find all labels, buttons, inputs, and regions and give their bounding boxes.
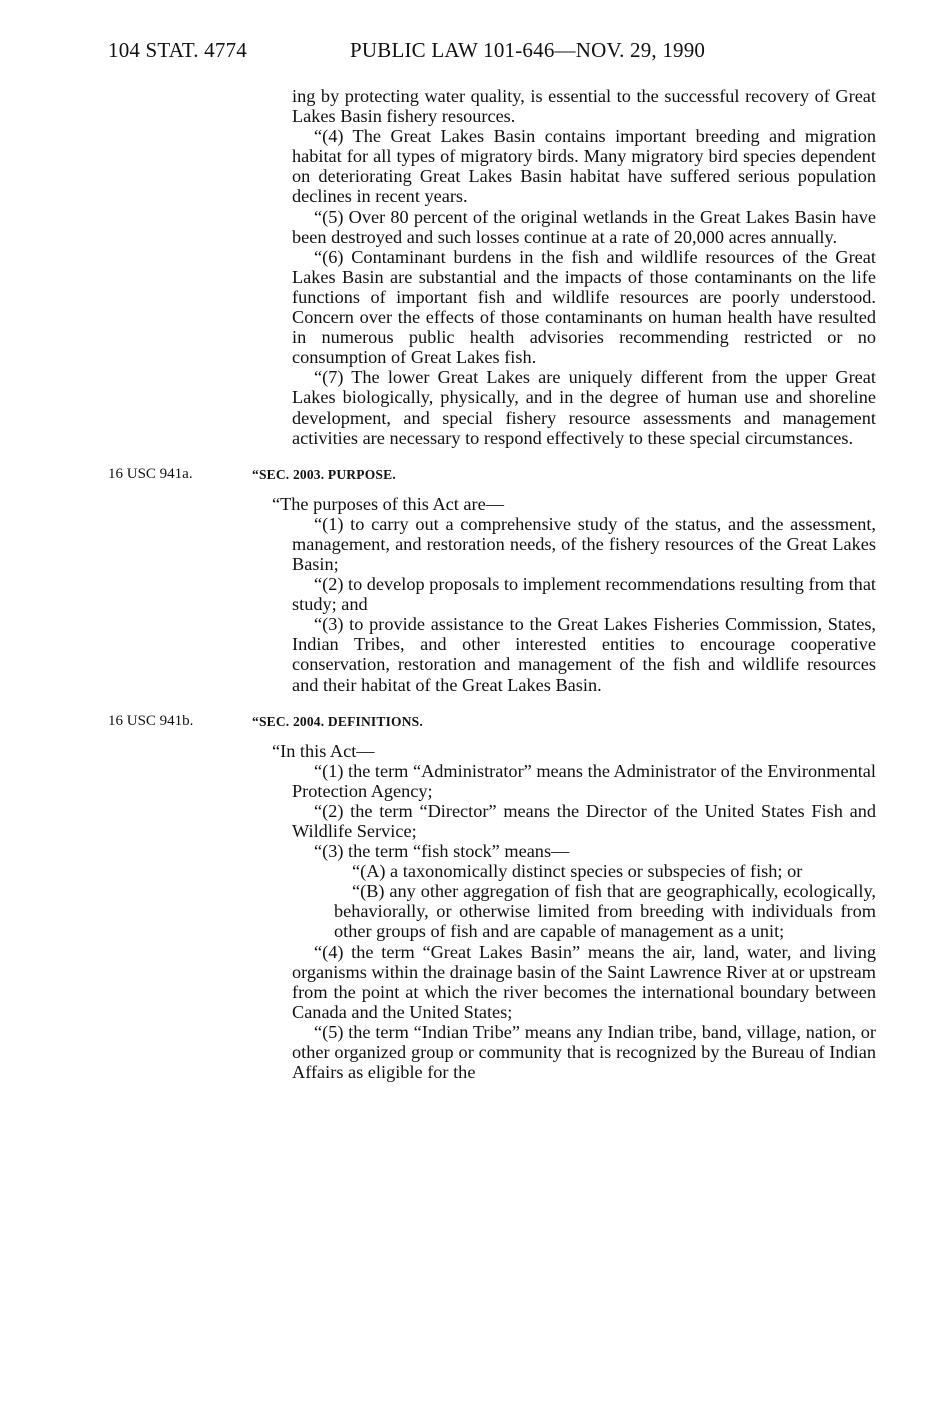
margin-note-941b: 16 USC 941b. xyxy=(108,712,194,729)
law-title: PUBLIC LAW 101-646—NOV. 29, 1990 xyxy=(350,38,706,62)
definition-5: “(5) the term “Indian Tribe” means any Indian tribe, band, village, nation, or other organized group or community that is recognized by the Bureau of Indian Affairs as eligible for the xyxy=(292,1021,876,1083)
document-body xyxy=(108,86,877,1083)
definition-3b: “(B) any other aggregation of fish that are geographically, ecologically, behaviorally, or otherwise limited from breeding with individuals from other groups of fish and are capable of management as a unit; xyxy=(334,881,876,942)
section-2003-heading: “SEC. 2003. PURPOSE. xyxy=(252,466,396,482)
margin-note-941a: 16 USC 941a. xyxy=(108,465,193,482)
definition-3: “(3) the term “fish stock” means— xyxy=(314,841,570,862)
statute-reference: 104 STAT. 4774 xyxy=(108,38,247,62)
finding-7: “(7) The lower Great Lakes are uniquely different from the upper Great Lakes biologically, physically, and in the degree of human use and shoreline development, and special fishery resource assessments and management activities are necessary to respond effectively to these special circumstances. xyxy=(292,367,876,448)
section-2004-header xyxy=(108,709,876,731)
definition-4: “(4) the term “Great Lakes Basin” means the air, land, water, and living organisms within the drainage basin of the Saint Lawrence River at or upstream from the point at which the river becomes the international boundary between Canada and the United States; xyxy=(292,941,876,1022)
page-header xyxy=(108,38,888,68)
continuation-paragraph: ing by protecting water quality, is essential to the successful recovery of Great Lakes Basin fishery resources. xyxy=(292,86,876,127)
purpose-lead: “The purposes of this Act are— xyxy=(272,493,505,514)
section-2004-heading: “SEC. 2004. DEFINITIONS. xyxy=(252,713,423,729)
purpose-item-2: “(2) to develop proposals to implement recommendations resulting from that study; and xyxy=(292,574,877,615)
definition-1: “(1) the term “Administrator” means the Administrator of the Environmental Protection Agency; xyxy=(292,760,876,801)
section-2003-header xyxy=(108,462,876,484)
finding-4: “(4) The Great Lakes Basin contains important breeding and migration habitat for all types of migratory birds. Many migratory bird species dependent on deteriorating Great Lakes Basin habitat have suffered serious population declines in recent years. xyxy=(292,126,876,207)
definition-3a: “(A) a taxonomically distinct species or subspecies of fish; or xyxy=(352,861,803,882)
finding-6: “(6) Contaminant burdens in the fish and wildlife resources of the Great Lakes Basin are substantial and the impacts of those contaminants on the life functions of important fish and wildlife resources are poorly understood. Concern over the effects of those contaminants on human health have resulted in numerous public health advisories recommending restricted or no consumption of Great Lakes fish. xyxy=(292,246,876,368)
purpose-item-3: “(3) to provide assistance to the Great Lakes Fisheries Commission, States, Indian Tribes, and other interested entities to encourage cooperative conservation, restoration and management of the fish and wildlife resources and their habitat of the Great Lakes Basin. xyxy=(292,614,876,695)
definitions-lead: “In this Act— xyxy=(272,740,375,761)
definition-2: “(2) the term “Director” means the Director of the United States Fish and Wildlife Service; xyxy=(292,800,876,841)
purpose-item-1: “(1) to carry out a comprehensive study of the status, and the assessment, management, and restoration needs, of the fishery resources of the Great Lakes Basin; xyxy=(292,513,876,574)
finding-5: “(5) Over 80 percent of the original wetlands in the Great Lakes Basin have been destroyed and such losses continue at a rate of 20,000 acres annually. xyxy=(292,206,876,247)
